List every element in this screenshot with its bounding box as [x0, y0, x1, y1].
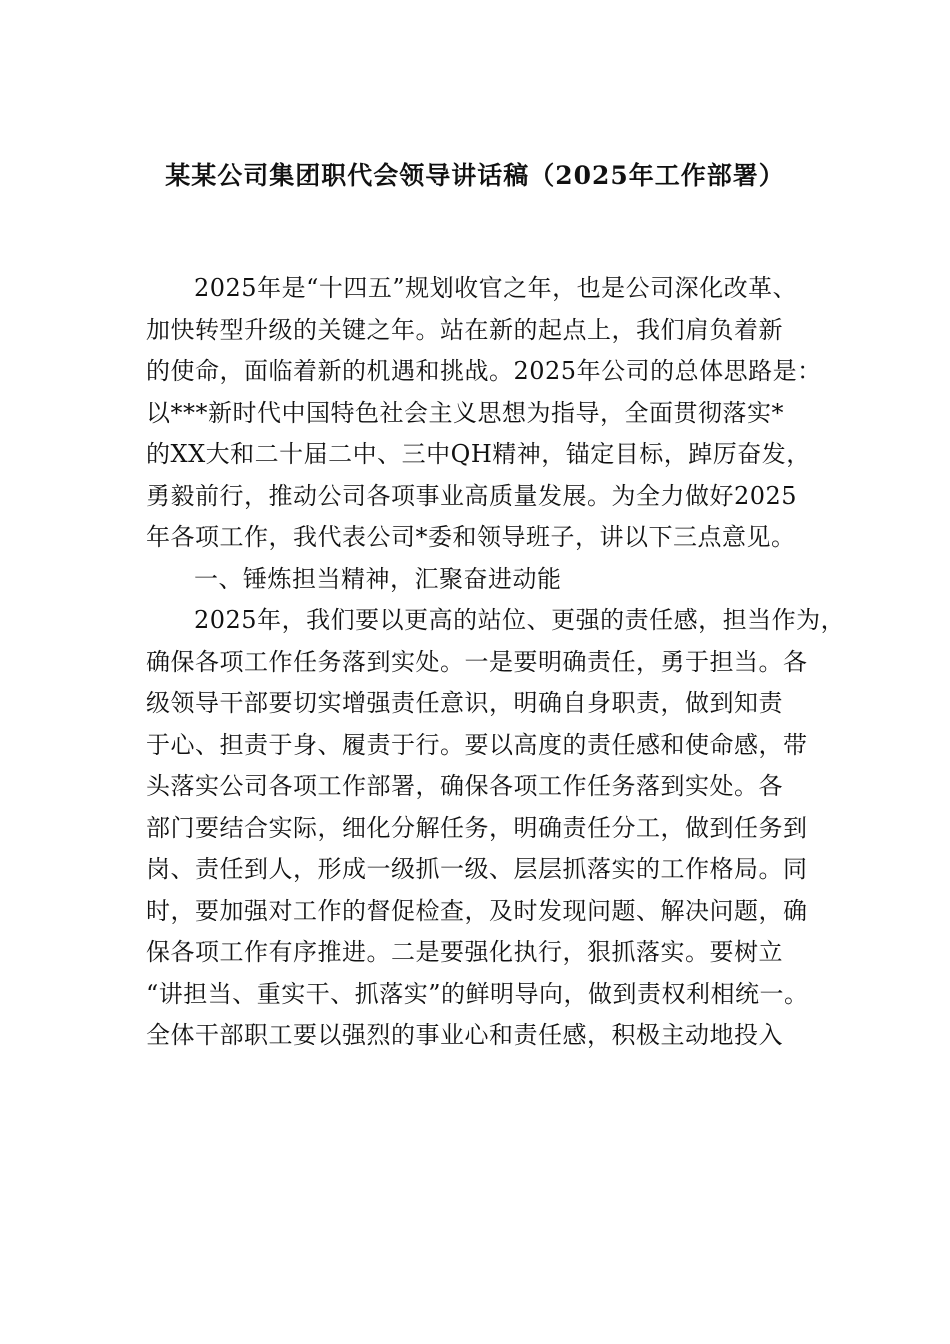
paragraph-line: 2025年是“十四五”规划收官之年，也是公司深化改革、	[194, 274, 798, 302]
paragraph-line: 确保各项工作任务落到实处。一是要明确责任，勇于担当。各	[146, 647, 808, 676]
paragraph-line: 保各项工作有序推进。二是要强化执行，狠抓落实。要树立	[146, 938, 783, 966]
paragraph-line: 以***新时代中国特色社会主义思想为指导，全面贯彻落实*	[146, 398, 784, 427]
paragraph-line: 时，要加强对工作的督促检查，及时发现问题、解决问题，确	[146, 896, 808, 925]
paragraph-line: 2025年，我们要以更高的站位、更强的责任感，担当作为，	[194, 606, 846, 634]
paragraph-line: 的XX大和二十届二中、三中QH精神，锚定目标，踔厉奋发，	[146, 440, 811, 468]
paragraph-line: 部门要结合实际，细化分解任务，明确责任分工，做到任务到	[146, 813, 808, 842]
paragraph-line: 级领导干部要切实增强责任意识，明确自身职责，做到知责	[146, 689, 783, 717]
paragraph-line: 头落实公司各项工作部署，确保各项工作任务落到实处。各	[146, 772, 783, 800]
paragraph-line: 勇毅前行，推动公司各项事业高质量发展。为全力做好2025	[146, 481, 798, 510]
section-heading: 一、锤炼担当精神，汇聚奋进动能	[194, 564, 562, 593]
document-body	[146, 268, 846, 1057]
paragraph-line: 全体干部职工要以强烈的事业心和责任感，积极主动地投入	[146, 1021, 783, 1049]
paragraph-line: 的使命，面临着新的机遇和挑战。2025年公司的总体思路是：	[146, 357, 822, 385]
paragraph-line: 岗、责任到人，形成一级抓一级、层层抓落实的工作格局。同	[146, 855, 808, 883]
paragraph-line: 年各项工作，我代表公司*委和领导班子，讲以下三点意见。	[146, 523, 796, 551]
paragraph-line: 于心、担责于身、履责于行。要以高度的责任感和使命感，带	[146, 730, 808, 759]
document-title: 某某公司集团职代会领导讲话稿（2025年工作部署）	[165, 161, 785, 190]
paragraph-line: 加快转型升级的关键之年。站在新的起点上，我们肩负着新	[146, 315, 783, 344]
paragraph-line: “讲担当、重实干、抓落实”的鲜明导向，做到责权利相统一。	[146, 979, 809, 1008]
